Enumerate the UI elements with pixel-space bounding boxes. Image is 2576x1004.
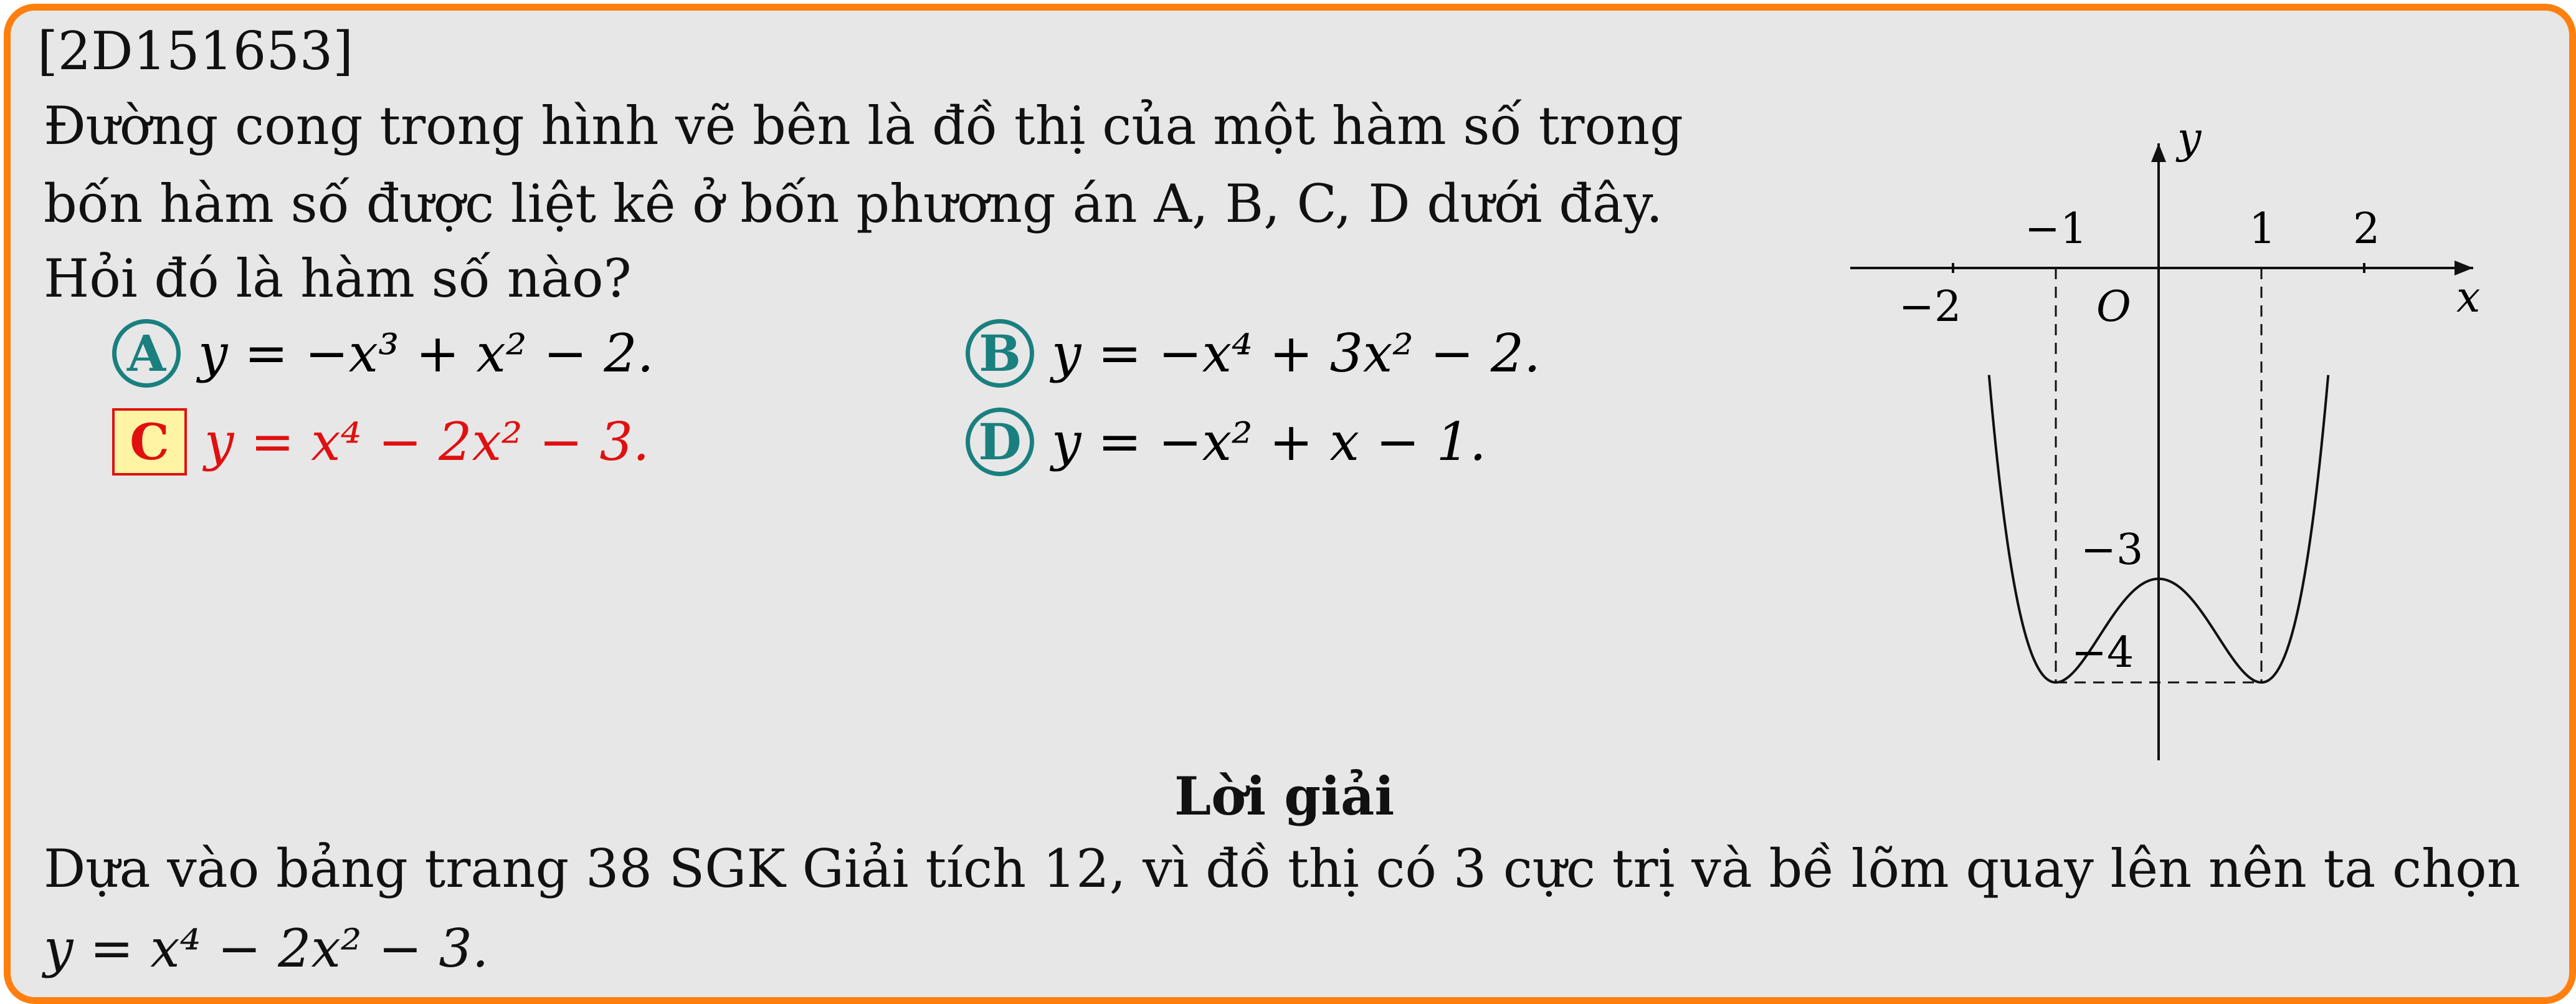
origin-label: O <box>2096 282 2131 332</box>
x-axis-label: x <box>2456 273 2481 322</box>
solution-line-1: Dựa vào bảng trang 38 SGK Giải tích 12, vì đồ thị có 3 cực trị và bề lõm quay lên nên ta chọn <box>44 838 2521 899</box>
option-c-formula: y = x⁴ − 2x² − 3. <box>204 411 650 472</box>
option-c-correct[interactable] <box>112 401 650 482</box>
option-b-badge: B <box>966 319 1034 388</box>
option-a[interactable] <box>112 313 654 394</box>
problem-code: [2D151653] <box>37 21 353 82</box>
question-line-3: Hỏi đó là hàm số nào? <box>44 248 632 309</box>
option-a-formula: y = −x³ + x² − 2. <box>198 323 654 384</box>
option-b[interactable] <box>966 313 1541 394</box>
tick-label-neg4: −4 <box>2071 628 2134 677</box>
option-d-badge: D <box>966 408 1034 476</box>
question-line-1: Đường cong trong hình vẽ bên là đồ thị của một hàm số trong <box>44 95 1683 156</box>
tick-label-2: 2 <box>2353 204 2380 254</box>
question-line-2: bốn hàm số được liệt kê ở bốn phương án A, B, C, D dưới đây. <box>44 173 1663 234</box>
solution-heading: Lời giải <box>1174 765 1395 827</box>
option-b-formula: y = −x⁴ + 3x² − 2. <box>1052 323 1541 384</box>
tick-label-neg3: −3 <box>2081 525 2144 575</box>
y-axis-label: y <box>2177 118 2202 163</box>
option-a-badge: A <box>112 319 181 388</box>
y-axis-arrow <box>2151 143 2166 162</box>
tick-label-neg1: −1 <box>2025 204 2088 254</box>
tick-label-1: 1 <box>2249 204 2276 254</box>
function-graph <box>1832 118 2517 773</box>
option-d[interactable] <box>966 401 1486 482</box>
option-c-badge: C <box>112 408 187 476</box>
solution-line-2: y = x⁴ − 2x² − 3. <box>44 918 489 979</box>
option-d-formula: y = −x² + x − 1. <box>1052 411 1486 472</box>
tick-label-neg2: −2 <box>1899 282 1962 332</box>
